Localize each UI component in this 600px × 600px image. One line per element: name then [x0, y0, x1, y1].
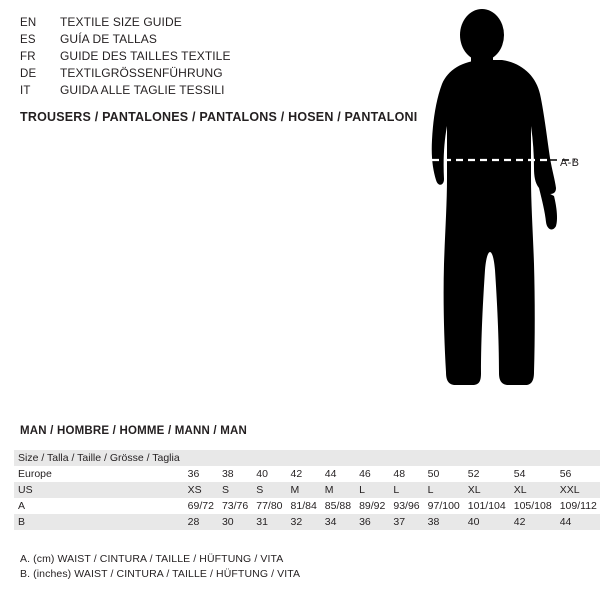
cell [321, 450, 355, 466]
cell: 69/72 [184, 498, 218, 514]
cell: 81/84 [287, 498, 321, 514]
cell: 48 [389, 466, 423, 482]
table-row [14, 482, 600, 498]
language-title: GUIDE DES TAILLES TEXTILE [60, 49, 231, 63]
cell: S [252, 482, 286, 498]
cell: 85/88 [321, 498, 355, 514]
cell [355, 450, 389, 466]
cell: 38 [424, 514, 464, 530]
cell: 77/80 [252, 498, 286, 514]
cell: 44 [321, 466, 355, 482]
footnote-a: A. (cm) WAIST / CINTURA / TAILLE / HÜFTUNG / VITA [20, 553, 284, 565]
cell: 44 [556, 514, 600, 530]
section-title: TROUSERS / PANTALONES / PANTALONS / HOSEN / PANTALONI [20, 110, 418, 124]
table-row [14, 466, 600, 482]
table-row [14, 450, 600, 466]
cell [389, 450, 423, 466]
cell [287, 450, 321, 466]
cell: M [321, 482, 355, 498]
language-code: FR [20, 51, 36, 63]
row-label: B [14, 514, 184, 530]
cell: 38 [218, 466, 252, 482]
table-row [14, 514, 600, 530]
language-row [20, 14, 350, 31]
language-code: ES [20, 34, 36, 46]
measure-label-ab: A-B [560, 157, 580, 169]
cell: 101/104 [464, 498, 510, 514]
cell: L [424, 482, 464, 498]
size-table [14, 450, 600, 530]
language-code: IT [20, 85, 31, 97]
footnote-b: B. (inches) WAIST / CINTURA / TAILLE / HÜFTUNG / VITA [20, 568, 301, 580]
cell: 40 [464, 514, 510, 530]
cell [464, 450, 510, 466]
cell [252, 450, 286, 466]
cell: XXL [556, 482, 600, 498]
table-heading: MAN / HOMBRE / HOMME / MANN / MAN [20, 425, 248, 437]
row-label: US [14, 482, 184, 498]
cell: 109/112 [556, 498, 600, 514]
language-title: GUÍA DE TALLAS [60, 32, 157, 46]
cell: L [355, 482, 389, 498]
cell: 42 [510, 514, 556, 530]
language-code: DE [20, 68, 37, 80]
cell: 56 [556, 466, 600, 482]
cell: 34 [321, 514, 355, 530]
male-silhouette-figure [400, 8, 600, 408]
cell: 93/96 [389, 498, 423, 514]
footnotes [20, 552, 300, 582]
cell [424, 450, 464, 466]
row-label: Europe [14, 466, 184, 482]
row-label: A [14, 498, 184, 514]
language-row [20, 48, 350, 65]
cell: XL [510, 482, 556, 498]
cell: 31 [252, 514, 286, 530]
language-title: TEXTILE SIZE GUIDE [60, 15, 182, 29]
cell: 36 [355, 514, 389, 530]
cell: 73/76 [218, 498, 252, 514]
cell: 89/92 [355, 498, 389, 514]
cell [556, 450, 600, 466]
cell: S [218, 482, 252, 498]
cell: M [287, 482, 321, 498]
language-row [20, 82, 350, 99]
cell: 50 [424, 466, 464, 482]
cell: 42 [287, 466, 321, 482]
language-title: GUIDA ALLE TAGLIE TESSILI [60, 83, 225, 97]
cell: L [389, 482, 423, 498]
table-row [14, 498, 600, 514]
silhouette-icon [400, 8, 600, 408]
language-title: TEXTILGRÖSSENFÜHRUNG [60, 66, 223, 80]
language-list [20, 14, 350, 99]
cell [218, 450, 252, 466]
language-code: EN [20, 17, 37, 29]
language-row [20, 65, 350, 82]
cell: XS [184, 482, 218, 498]
cell: 28 [184, 514, 218, 530]
cell: 46 [355, 466, 389, 482]
cell [510, 450, 556, 466]
cell: 32 [287, 514, 321, 530]
cell: 30 [218, 514, 252, 530]
cell: 52 [464, 466, 510, 482]
cell: 97/100 [424, 498, 464, 514]
cell: 37 [389, 514, 423, 530]
language-row [20, 31, 350, 48]
cell: 54 [510, 466, 556, 482]
cell: 105/108 [510, 498, 556, 514]
cell: 36 [184, 466, 218, 482]
cell: XL [464, 482, 510, 498]
cell: 40 [252, 466, 286, 482]
row-label: Size / Talla / Taille / Grösse / Taglia [14, 450, 184, 466]
cell [184, 450, 218, 466]
